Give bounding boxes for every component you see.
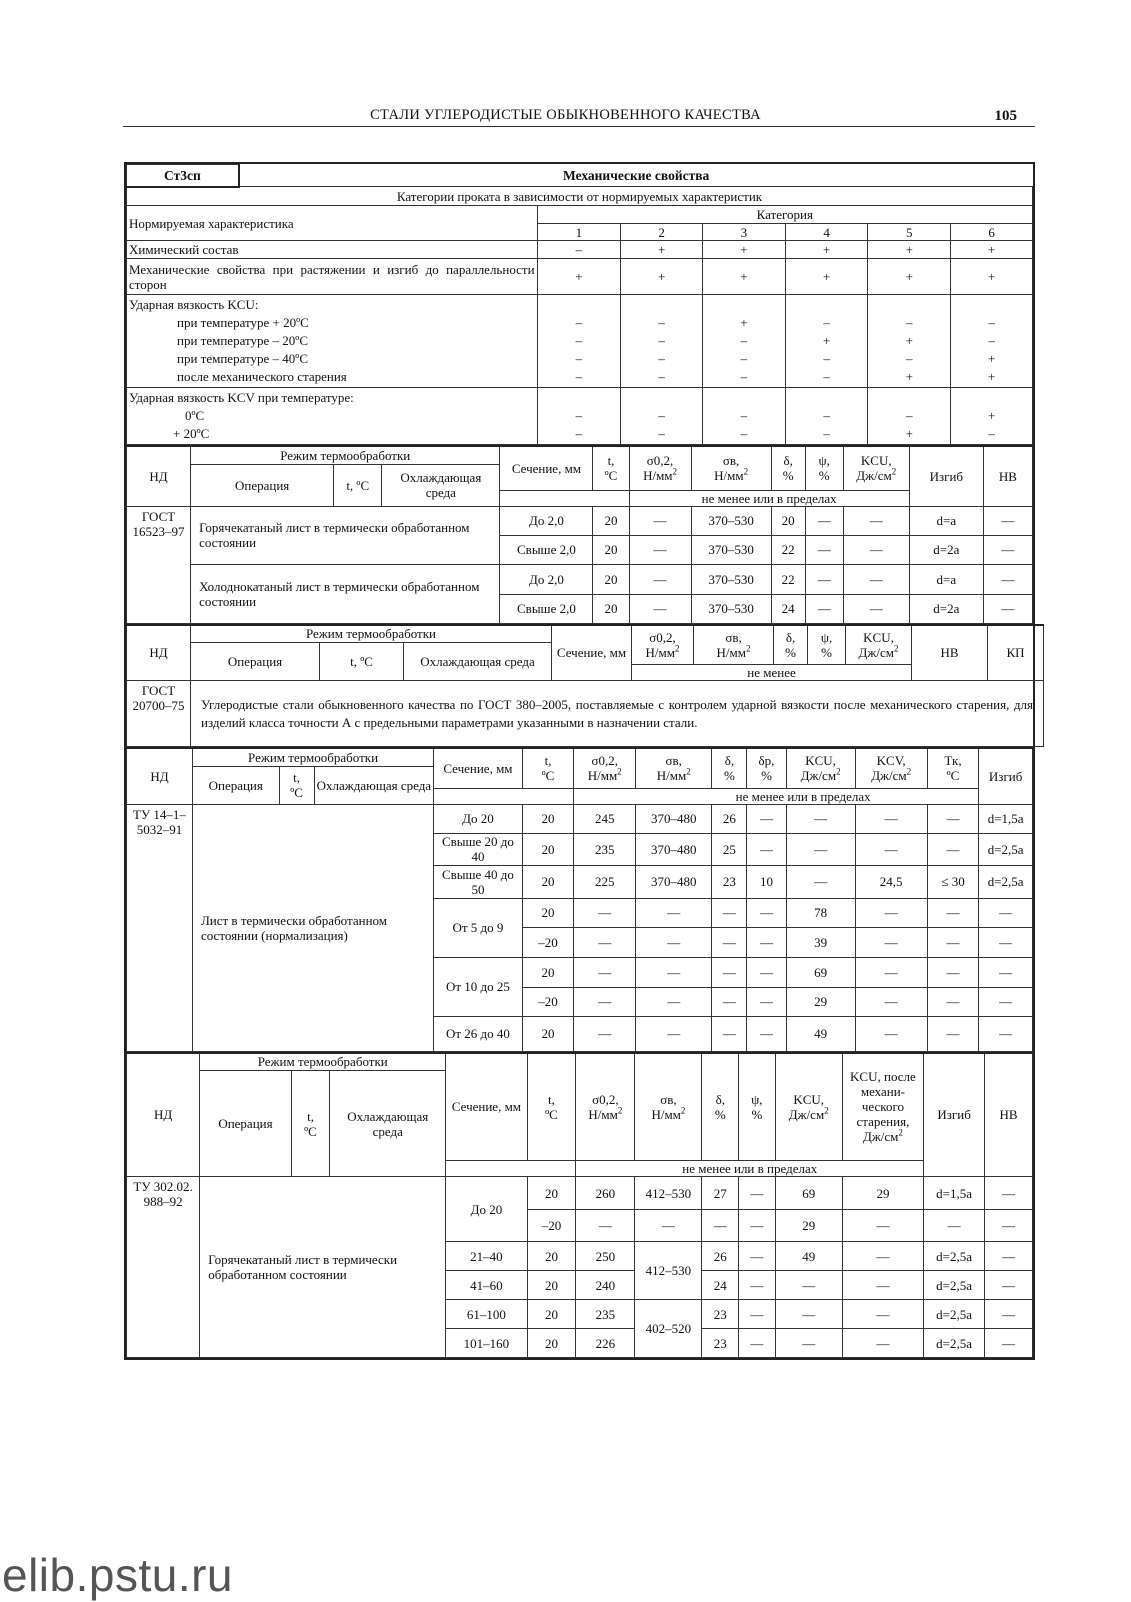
operation-header: Операция (191, 464, 334, 506)
kcu-aged-cell: — (842, 1271, 923, 1300)
header-rule (123, 126, 1035, 127)
bend-cell: d=2,5a (924, 1242, 985, 1271)
temp-header: t, ºС (527, 1053, 576, 1161)
kcu-aged-cell: — (842, 1242, 923, 1271)
sigma02-cell: — (629, 535, 691, 564)
section-cell: 21–40 (446, 1242, 527, 1271)
tu-14-1-5032-table (126, 747, 1033, 1052)
kcu-row-label: при температуре – 40ºС (177, 351, 308, 366)
kcu-row-label: при температуре – 20ºС (177, 333, 308, 348)
sigmab-cell: — (636, 927, 712, 957)
category-number: 6 (951, 224, 1033, 241)
section-header: Сечение, мм (434, 748, 523, 788)
delta-cell: — (712, 987, 747, 1016)
kcv-col: – – (785, 388, 868, 445)
hb-cell: — (983, 506, 1032, 535)
kcv-cell: — (855, 1016, 927, 1051)
psi-cell: — (739, 1329, 776, 1358)
hb-cell: — (985, 1210, 1033, 1242)
sigma02-cell: — (629, 506, 691, 535)
temp-cell: 20 (527, 1271, 576, 1300)
delta-header: δ, % (712, 748, 747, 788)
kcv-row-label: 0ºС (185, 408, 205, 423)
kcu-cell: 69 (775, 1177, 842, 1210)
delta-cell: 25 (712, 833, 747, 865)
tk-header: Тк, ºС (927, 748, 979, 788)
chem-value: + (951, 241, 1033, 259)
hb-cell: — (985, 1271, 1033, 1300)
deltap-cell: — (747, 804, 786, 833)
running-header-title: СТАЛИ УГЛЕРОДИСТЫЕ ОБЫКНОВЕННОГО КАЧЕСТВА (370, 107, 761, 123)
sigmab-cell: 412–530 (635, 1242, 702, 1300)
temp-cell: 20 (593, 535, 629, 564)
categories-table (126, 164, 1033, 445)
tk-cell: — (927, 833, 979, 865)
kcu-aged-cell: — (842, 1300, 923, 1329)
sigmab-cell: — (636, 957, 712, 987)
psi-cell: — (805, 506, 843, 535)
temp-cell: 20 (527, 1177, 576, 1210)
bend-cell: d=a (909, 564, 983, 594)
delta-cell: 22 (771, 564, 805, 594)
kcu-cell: 78 (786, 898, 855, 927)
kcv-labels (127, 388, 538, 445)
nd-tu-14-1-5032: ТУ 14–1–5032–91 (127, 804, 193, 1051)
delta-cell: — (712, 927, 747, 957)
kcu-cell: — (775, 1300, 842, 1329)
tu-302-table (126, 1052, 1033, 1359)
tk-cell: ≤ 30 (927, 865, 979, 898)
tk-cell: — (927, 804, 979, 833)
temp-cell: 20 (593, 564, 629, 594)
bend-header: Изгиб (979, 748, 1033, 804)
characteristic-label: Нормируемая характеристика (127, 206, 538, 241)
sigmab-cell: — (636, 898, 712, 927)
kcu-cell: 69 (786, 957, 855, 987)
sigmab-cell: 370–530 (691, 594, 771, 623)
sigma02-cell: — (574, 1016, 636, 1051)
kcu-header: KCU, $Дж/см^2$ (843, 446, 909, 490)
bend-header: Изгиб (924, 1053, 985, 1177)
operation-cell: Холоднокатаный лист в термически обработанном состоянии (191, 564, 500, 623)
steel-grade: Ст3сп (127, 165, 239, 187)
tk-cell: — (927, 957, 979, 987)
psi-cell: — (739, 1271, 776, 1300)
deltap-cell: — (747, 833, 786, 865)
bend-cell: d=2,5a (979, 865, 1033, 898)
temp-cell: 20 (522, 833, 574, 865)
properties-table-frame (124, 162, 1035, 1360)
hb-cell: — (985, 1242, 1033, 1271)
heat-mode-header: Режим термообработки (191, 446, 500, 464)
delta-cell: 24 (702, 1271, 739, 1300)
mech-value: + (951, 259, 1033, 295)
temp-header: t, ºС (593, 446, 629, 490)
sigmab-cell: 412–530 (635, 1177, 702, 1210)
mech-value: + (621, 259, 703, 295)
delta-cell: — (712, 898, 747, 927)
psi-cell: — (739, 1177, 776, 1210)
gost-20700-note: Углеродистые стали обыкновенного качества по ГОСТ 380–2005, поставляемые с контролем ударной вязкости после механического старения, для изделий класса точности А с предельными параметрами указанными в назначении стали. (191, 681, 1044, 747)
tk-cell: — (927, 1016, 979, 1051)
sigmab-header: σв, $Н/мм^2$ (694, 625, 774, 665)
section-cell: До 20 (446, 1177, 527, 1242)
temp-cell: –20 (522, 927, 574, 957)
hb-cell: — (983, 564, 1032, 594)
sigma02-cell: 235 (574, 833, 636, 865)
section-cell: Свыше 20 до 40 (434, 833, 523, 865)
delta-cell: 26 (702, 1242, 739, 1271)
category-number: 2 (621, 224, 703, 241)
psi-cell: — (739, 1210, 776, 1242)
hb-header: НВ (985, 1053, 1033, 1177)
section-cell: 101–160 (446, 1329, 527, 1358)
kcu-aged-cell: — (842, 1329, 923, 1358)
bend-cell: — (979, 957, 1033, 987)
kcv-cell: — (855, 957, 927, 987)
min-or-range-label: не менее или в пределах (576, 1161, 924, 1177)
kp-header: КП (988, 625, 1044, 681)
categories-title: Категории проката в зависимости от нормируемых характеристик (127, 187, 1033, 206)
delta-cell: 24 (771, 594, 805, 623)
section-header: Сечение, мм (500, 446, 593, 490)
kcu-aged-header: KCU, после механи- ческого старения, $Дж/см^2$ (842, 1053, 923, 1161)
kcv-cell: — (855, 987, 927, 1016)
deltap-cell: — (747, 987, 786, 1016)
delta-cell: 26 (712, 804, 747, 833)
temp-cell: 20 (593, 506, 629, 535)
psi-header: ψ, % (805, 446, 843, 490)
sigmab-header: σв, $Н/мм^2$ (635, 1053, 702, 1161)
bend-cell: — (924, 1210, 985, 1242)
mech-value: + (785, 259, 868, 295)
kcu-cell: — (775, 1271, 842, 1300)
temp-cell: 20 (522, 957, 574, 987)
bend-cell: d=2a (909, 535, 983, 564)
kcu-cell: 39 (786, 927, 855, 957)
bend-cell: d=2a (909, 594, 983, 623)
sigmab-cell: — (636, 987, 712, 1016)
kcu-heading: Ударная вязкость KCU: (129, 297, 259, 312)
delta-cell: 22 (771, 535, 805, 564)
kcv-header: KCV, $Дж/см^2$ (855, 748, 927, 788)
temp-cell: 20 (522, 1016, 574, 1051)
sigma02-cell: 240 (576, 1271, 635, 1300)
kcv-col: – – (621, 388, 703, 445)
psi-cell: — (805, 594, 843, 623)
hb-cell: — (985, 1300, 1033, 1329)
kcv-heading: Ударная вязкость KCV при температуре: (129, 390, 354, 405)
watermark-text: elib.pstu.ru (2, 1549, 234, 1601)
delta-header: δ, % (702, 1053, 739, 1161)
kcv-row-label: + 20ºС (173, 426, 210, 441)
hb-header: НВ (983, 446, 1032, 506)
kcu-col: + – – – (703, 295, 786, 388)
operation-cell: Горячекатаный лист в термически обработанном состоянии (191, 506, 500, 564)
heat-temp-header: t, ºС (279, 766, 314, 804)
delta-cell: — (712, 1016, 747, 1051)
section-header: Сечение, мм (552, 625, 632, 681)
delta-cell: — (712, 957, 747, 987)
bend-cell: d=2,5a (924, 1300, 985, 1329)
delta-header: δ, % (774, 625, 808, 665)
bend-cell: d=a (909, 506, 983, 535)
section-cell: До 2,0 (500, 564, 593, 594)
sigma02-cell: 235 (576, 1300, 635, 1329)
sigma02-cell: — (629, 594, 691, 623)
bend-cell: d=2,5a (924, 1271, 985, 1300)
kcu-cell: 49 (786, 1016, 855, 1051)
psi-header: ψ, % (808, 625, 846, 665)
category-label: Категория (537, 206, 1032, 224)
section-cell: Свыше 2,0 (500, 594, 593, 623)
heat-mode-header: Режим термообработки (192, 748, 433, 766)
section-cell: До 2,0 (500, 506, 593, 535)
sigmab-cell: 370–480 (636, 865, 712, 898)
kcv-cell: — (855, 804, 927, 833)
kcu-header: KCU, $Дж/см^2$ (775, 1053, 842, 1161)
deltap-cell: 10 (747, 865, 786, 898)
cooling-header: Охлаждающая среда (314, 766, 434, 804)
sigmab-cell: 370–480 (636, 833, 712, 865)
heat-mode-header: Режим термообработки (200, 1053, 446, 1071)
chem-value: – (537, 241, 621, 259)
nd-header: НД (127, 748, 193, 804)
delta-cell: 20 (771, 506, 805, 535)
psi-cell: — (805, 564, 843, 594)
kcv-cell: — (855, 898, 927, 927)
chem-composition-label: Химический состав (127, 241, 538, 259)
gost-16523-table (126, 445, 1033, 624)
sigmab-header: σв, $Н/мм^2$ (691, 446, 771, 490)
kcu-cell: — (786, 804, 855, 833)
mech-value: + (703, 259, 786, 295)
kcu-row-label: после механического старения (177, 369, 347, 384)
page-number: 105 (994, 108, 1017, 124)
nd-gost-16523: ГОСТ 16523–97 (127, 506, 191, 623)
kcu-cell: — (843, 564, 909, 594)
temp-cell: 20 (522, 804, 574, 833)
sigma02-header: σ0,2, $Н/мм^2$ (574, 748, 636, 788)
chem-value: + (703, 241, 786, 259)
nd-tu-302: ТУ 302.02. 988–92 (127, 1177, 200, 1358)
mech-value: + (868, 259, 951, 295)
sigmab-cell: 370–530 (691, 564, 771, 594)
kcv-col: + – (951, 388, 1033, 445)
temp-cell: 20 (522, 865, 574, 898)
operation-cell: Лист в термически обработанном состоянии (нормализация) (192, 804, 433, 1051)
sigma02-cell: 226 (576, 1329, 635, 1358)
chem-value: + (785, 241, 868, 259)
bend-cell: d=1,5a (979, 804, 1033, 833)
sigmab-cell: — (636, 1016, 712, 1051)
mech-properties-label: Механические свойства при растяжении и изгиб до параллельности сторон (127, 259, 538, 295)
kcu-col: – – – – (537, 295, 621, 388)
heat-temp-header: t, ºС (320, 643, 404, 681)
kcu-col: – + – + (868, 295, 951, 388)
gost-20700-table (126, 624, 1044, 748)
sigma02-header: σ0,2, $Н/мм^2$ (576, 1053, 635, 1161)
sigma02-cell: 260 (576, 1177, 635, 1210)
bend-cell: d=2,5a (924, 1329, 985, 1358)
section-cell: Свыше 2,0 (500, 535, 593, 564)
sigma02-cell: 245 (574, 804, 636, 833)
sigma02-cell: 225 (574, 865, 636, 898)
temp-header: t, ºС (522, 748, 574, 788)
category-number: 1 (537, 224, 621, 241)
heat-temp-header: t, ºС (334, 464, 382, 506)
min-or-range-label: не менее или в пределах (629, 490, 909, 506)
kcu-header: KCU, $Дж/см^2$ (786, 748, 855, 788)
kcv-col: – – (703, 388, 786, 445)
deltap-cell: — (747, 1016, 786, 1051)
section-cell: До 20 (434, 804, 523, 833)
sigma02-header: σ0,2, $Н/мм^2$ (629, 446, 691, 490)
heat-mode-header: Режим термообработки (191, 625, 552, 643)
bend-cell: — (979, 1016, 1033, 1051)
min-label: не менее (632, 665, 912, 681)
temp-cell: –20 (522, 987, 574, 1016)
temp-cell: 20 (527, 1329, 576, 1358)
kcu-aged-cell: 29 (842, 1177, 923, 1210)
bend-cell: — (979, 898, 1033, 927)
delta-cell: 23 (712, 865, 747, 898)
hb-cell: — (983, 535, 1032, 564)
deltap-cell: — (747, 927, 786, 957)
mech-value: + (537, 259, 621, 295)
cooling-header: Охлаждающая среда (404, 643, 552, 681)
category-number: 5 (868, 224, 951, 241)
sigma02-cell: 250 (576, 1242, 635, 1271)
kcu-cell: — (843, 506, 909, 535)
sigmab-header: σв, $Н/мм^2$ (636, 748, 712, 788)
temp-cell: 20 (522, 898, 574, 927)
kcu-cell: — (775, 1329, 842, 1358)
bend-cell: — (979, 987, 1033, 1016)
temp-cell: 20 (527, 1242, 576, 1271)
bend-header: Изгиб (909, 446, 983, 506)
operation-header: Операция (191, 643, 320, 681)
section-title: Механические свойства (239, 165, 1033, 187)
section-cell: 41–60 (446, 1271, 527, 1300)
hb-header: НВ (912, 625, 988, 681)
psi-header: ψ, % (739, 1053, 776, 1161)
sigma02-cell: — (574, 927, 636, 957)
kcu-cell: — (843, 535, 909, 564)
section-cell: От 26 до 40 (434, 1016, 523, 1051)
operation-header: Операция (192, 766, 279, 804)
section-cell: От 5 до 9 (434, 898, 523, 957)
operation-cell: Горячекатаный лист в термически обработанном состоянии (200, 1177, 446, 1358)
kcu-col: – – + + (951, 295, 1033, 388)
chem-value: + (868, 241, 951, 259)
sigmab-cell: 370–530 (691, 535, 771, 564)
kcu-col: – – – – (621, 295, 703, 388)
operation-header: Операция (200, 1071, 292, 1177)
kcu-cell: — (843, 594, 909, 623)
bend-cell: — (979, 927, 1033, 957)
nd-header: НД (127, 1053, 200, 1177)
kcu-header: KCU, $Дж/см^2$ (846, 625, 912, 665)
kcu-cell: 29 (775, 1210, 842, 1242)
sigma02-cell: — (576, 1210, 635, 1242)
category-number: 4 (785, 224, 868, 241)
sigma02-header: σ0,2, $Н/мм^2$ (632, 625, 694, 665)
tk-cell: — (927, 927, 979, 957)
sigmab-cell: 402–520 (635, 1300, 702, 1358)
nd-header: НД (127, 625, 191, 681)
kcu-col: – + – – (785, 295, 868, 388)
sigma02-cell: — (574, 898, 636, 927)
temp-cell: 20 (593, 594, 629, 623)
kcv-col: – – (537, 388, 621, 445)
min-or-range-label: не менее или в пределах (574, 788, 1033, 804)
kcu-row-label: при температуре + 20ºС (177, 315, 309, 330)
sigmab-cell: 370–480 (636, 804, 712, 833)
delta-cell: 23 (702, 1329, 739, 1358)
sigma02-cell: — (574, 957, 636, 987)
sigmab-cell: — (635, 1210, 702, 1242)
kcu-labels (127, 295, 538, 388)
psi-cell: — (805, 535, 843, 564)
chem-value: + (621, 241, 703, 259)
category-number: 3 (703, 224, 786, 241)
kcv-cell: 24,5 (855, 865, 927, 898)
kcv-cell: — (855, 927, 927, 957)
tk-cell: — (927, 898, 979, 927)
cooling-header: Охлаждающая среда (382, 464, 500, 506)
bend-cell: d=1,5a (924, 1177, 985, 1210)
sigma02-cell: — (574, 987, 636, 1016)
nd-header: НД (127, 446, 191, 506)
sigma02-cell: — (629, 564, 691, 594)
deltap-cell: — (747, 957, 786, 987)
hb-cell: — (985, 1329, 1033, 1358)
section-cell: От 10 до 25 (434, 957, 523, 1016)
kcu-cell: — (786, 865, 855, 898)
delta-header: δ, % (771, 446, 805, 490)
delta-cell: — (702, 1210, 739, 1242)
psi-cell: — (739, 1242, 776, 1271)
kcu-cell: — (786, 833, 855, 865)
temp-cell: –20 (527, 1210, 576, 1242)
deltap-header: δр, % (747, 748, 786, 788)
kcv-col: – + (868, 388, 951, 445)
kcu-aged-cell: — (842, 1210, 923, 1242)
hb-cell: — (985, 1177, 1033, 1210)
heat-temp-header: t, ºС (291, 1071, 330, 1177)
bend-cell: d=2,5a (979, 833, 1033, 865)
cooling-header: Охлаждающая среда (330, 1071, 446, 1177)
kcv-cell: — (855, 833, 927, 865)
nd-gost-20700: ГОСТ 20700–75 (127, 681, 191, 747)
psi-cell: — (739, 1300, 776, 1329)
section-cell: Свыше 40 до 50 (434, 865, 523, 898)
section-header: Сечение, мм (446, 1053, 527, 1161)
tk-cell: — (927, 987, 979, 1016)
delta-cell: 23 (702, 1300, 739, 1329)
section-cell: 61–100 (446, 1300, 527, 1329)
hb-cell: — (983, 594, 1032, 623)
deltap-cell: — (747, 898, 786, 927)
sigmab-cell: 370–530 (691, 506, 771, 535)
delta-cell: 27 (702, 1177, 739, 1210)
temp-cell: 20 (527, 1300, 576, 1329)
kcu-cell: 49 (775, 1242, 842, 1271)
kcu-cell: 29 (786, 987, 855, 1016)
